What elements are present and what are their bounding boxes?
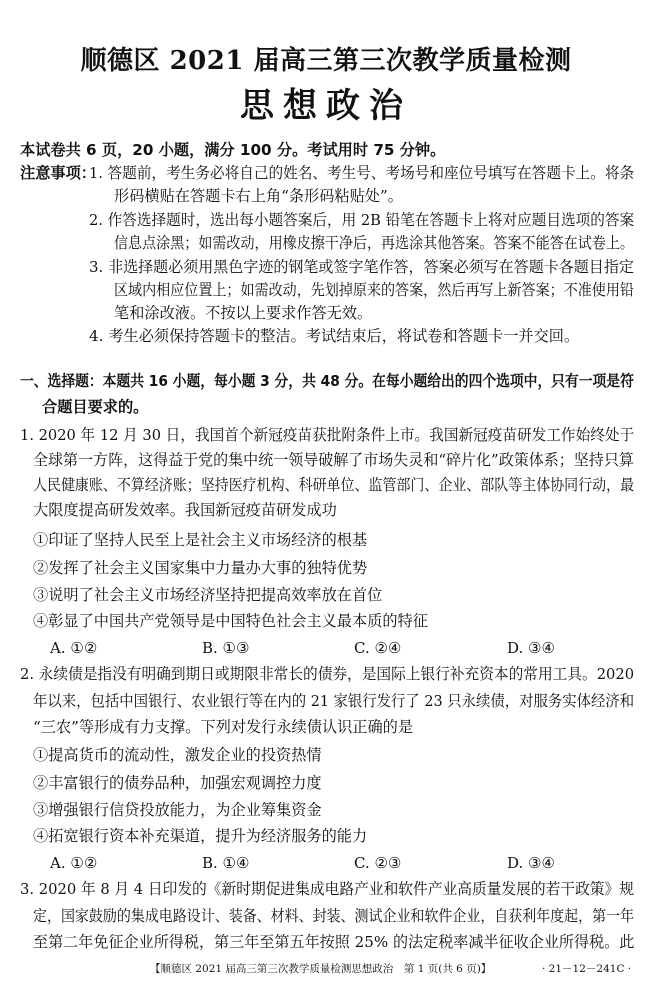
subject-title: 思想政治 (240, 86, 412, 126)
statement: ②发挥了社会主义国家集中力量办大事的独特优势 (33, 559, 368, 577)
statement: ①提高货币的流动性，激发企业的投资热情 (33, 746, 322, 764)
option-a: A. ①② (50, 639, 98, 657)
question-stem: 全球第一方阵，这得益于党的集中统一领导破解了市场失灵和“碎片化”政策体系；坚持只算 (33, 451, 634, 469)
question-stem: 2. 永续债是指没有明确到期日或期限非常长的债券，是国际上银行补充资本的常用工具。2020 (20, 665, 635, 683)
question-stem: 人民健康账、不算经济账；坚持医疗机构、科研单位、监管部门、企业、部队等主体协同行动，最 (33, 476, 635, 494)
option-d: D. ③④ (507, 639, 555, 657)
exam-summary: 本试卷共 6 页，20 小题，满分 100 分。考试用时 75 分钟。 (20, 141, 446, 159)
option-b: B. ①④ (202, 854, 250, 872)
notice-line: 笔和涂改液。不按以上要求作答无效。 (114, 304, 373, 322)
footer-code: · 21－12－241C · (542, 963, 632, 975)
notice-line: 区域内相应位置上；如需改动，先划掉原来的答案，然后再写上新答案；不准使用铅 (114, 281, 634, 299)
notice-label: 注意事项： (20, 164, 96, 182)
option-d: D. ③④ (507, 854, 555, 872)
question-stem: “三农”等形成有力支撑。下列对发行永续债认识正确的是 (33, 718, 414, 736)
question-stem: 定，国家鼓励的集成电路设计、装备、材料、封装、测试企业和软件企业，自获利年度起，第一年 (33, 907, 635, 925)
question-stem: 年以来，包括中国银行、农业银行等在内的 21 家银行发行了 23 只永续债，对服务实体经济和 (33, 692, 635, 710)
notice-line: 1. 答题前，考生务必将自己的姓名、考生号、考场号和座位号填写在答题卡上。将条 (89, 164, 635, 182)
option-c: C. ②④ (354, 639, 402, 657)
statement: ④彰显了中国共产党领导是中国特色社会主义最本质的特征 (33, 612, 428, 630)
statement: ②丰富银行的债券品种，加强宏观调控力度 (33, 774, 322, 792)
option-a: A. ①② (50, 854, 98, 872)
statement: ①印证了坚持人民至上是社会主义市场经济的根基 (33, 531, 368, 549)
exam-title: 顺德区 2021 届高三第三次教学质量检测 (80, 46, 572, 76)
notice-line: 2. 作答选择题时，选出每小题答案后，用 2B 铅笔在答题卡上将对应题目选项的答案 (89, 211, 635, 229)
question-stem: 1. 2020 年 12 月 30 日，我国首个新冠疫苗获批附条件上市。我国新冠疫苗研发工作始终处于 (20, 426, 635, 444)
statement: ④拓宽银行资本补充渠道，提升为经济服务的能力 (33, 827, 368, 845)
notice-line: 4. 考生必须保持答题卡的整洁。考试结束后，将试卷和答题卡一并交回。 (89, 327, 580, 345)
option-b: B. ①③ (202, 639, 250, 657)
statement: ③增强银行信贷投放能力，为企业筹集资金 (33, 801, 322, 819)
footer-page-info: 【顺德区 2021 届高三第三次教学质量检测思想政治 第 1 页(共 6 页)】 (150, 963, 492, 975)
notice-line: 信息点涂黑；如需改动，用橡皮擦干净后，再选涂其他答案。答案不能答在试卷上。 (114, 234, 634, 252)
section-heading: 一、选择题：本题共 16 小题，每小题 3 分，共 48 分。在每小题给出的四个选项中，只有一项是符 (20, 372, 634, 390)
question-stem: 至第二年免征企业所得税，第三年至第五年按照 25% 的法定税率减半征收企业所得税。此 (33, 933, 635, 951)
section-heading-cont: 合题目要求的。 (42, 398, 149, 416)
question-stem: 大限度提高研发效率。我国新冠疫苗研发成功 (33, 501, 337, 519)
question-stem: 3. 2020 年 8 月 4 日印发的《新时期促进集成电路产业和软件产业高质量发展的若干政策》规 (20, 880, 635, 898)
statement: ③说明了社会主义市场经济坚持把提高效率放在首位 (33, 586, 383, 604)
notice-line: 3. 非选择题必须用黑色字迹的钢笔或签字笔作答，答案必须写在答题卡各题目指定 (89, 258, 634, 276)
option-c: C. ②③ (354, 854, 402, 872)
notice-line: 形码横贴在答题卡右上角“条形码粘贴处”。 (114, 187, 403, 205)
